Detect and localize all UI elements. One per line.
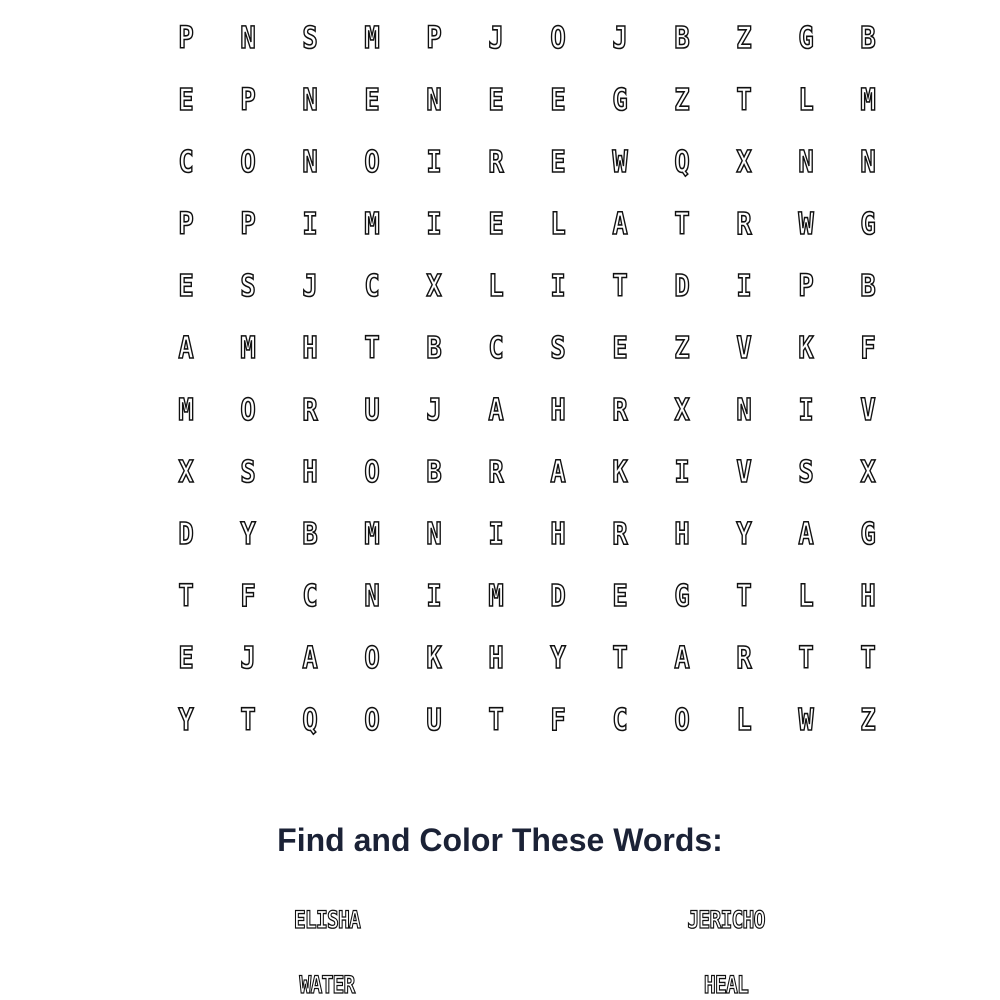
grid-letter: I <box>426 207 442 242</box>
grid-letter: A <box>302 641 318 676</box>
grid-letter: N <box>302 83 318 118</box>
grid-letter: Y <box>550 641 566 676</box>
grid-letter: M <box>860 83 876 118</box>
grid-letter: P <box>240 207 256 242</box>
grid-letter: B <box>860 21 876 56</box>
grid-letter: T <box>860 641 876 676</box>
grid-letter: K <box>426 641 442 676</box>
grid-letter: D <box>674 269 690 304</box>
grid-letter: S <box>240 269 256 304</box>
grid-letter: W <box>798 703 814 738</box>
grid-letter: N <box>426 83 442 118</box>
grid-letter: C <box>612 703 628 738</box>
grid-letter: B <box>674 21 690 56</box>
grid-letter: A <box>612 207 628 242</box>
grid-letter: R <box>488 145 504 180</box>
grid-letter: R <box>612 517 628 552</box>
grid-letter: I <box>488 517 504 552</box>
grid-letter: N <box>302 145 318 180</box>
grid-letter: D <box>178 517 194 552</box>
grid-letter: S <box>302 21 318 56</box>
grid-letter: O <box>550 21 566 56</box>
grid-letter: I <box>302 207 318 242</box>
word-bank-item: ELISHA <box>293 906 361 934</box>
grid-letter: T <box>674 207 690 242</box>
grid-letter: O <box>240 393 256 428</box>
grid-letter: R <box>612 393 628 428</box>
grid-letter: V <box>736 455 752 490</box>
grid-letter: L <box>798 579 814 614</box>
grid-letter: E <box>178 641 194 676</box>
grid-letter: E <box>488 207 504 242</box>
grid-letter: J <box>426 393 442 428</box>
grid-letter: A <box>674 641 690 676</box>
grid-letter: X <box>860 455 876 490</box>
grid-letter: L <box>736 703 752 738</box>
grid-letter: K <box>798 331 814 366</box>
grid-letter: X <box>178 455 194 490</box>
grid-letter: R <box>736 207 752 242</box>
grid-letter: T <box>612 269 628 304</box>
grid-letter: I <box>550 269 566 304</box>
grid-letter: I <box>798 393 814 428</box>
grid-letter: P <box>798 269 814 304</box>
grid-letter: Y <box>178 703 194 738</box>
grid-letter: Q <box>302 703 318 738</box>
grid-letter: J <box>240 641 256 676</box>
grid-letter: I <box>736 269 752 304</box>
grid-letter: E <box>178 83 194 118</box>
grid-letter: T <box>488 703 504 738</box>
word-bank-item: HEAL <box>703 971 749 999</box>
grid-letter: G <box>798 21 814 56</box>
grid-letter: R <box>488 455 504 490</box>
grid-letter: M <box>364 517 380 552</box>
grid-letter: T <box>736 579 752 614</box>
grid-letter: M <box>488 579 504 614</box>
grid-letter: V <box>860 393 876 428</box>
grid-letter: F <box>860 331 876 366</box>
grid-letter: B <box>426 331 442 366</box>
grid-letter: Z <box>860 703 876 738</box>
grid-letter: E <box>612 331 628 366</box>
grid-letter: T <box>178 579 194 614</box>
grid-letter: Z <box>674 83 690 118</box>
grid-letter: H <box>302 331 318 366</box>
grid-letter: N <box>860 145 876 180</box>
grid-letter: A <box>798 517 814 552</box>
grid-letter: H <box>302 455 318 490</box>
grid-letter: L <box>488 269 504 304</box>
grid-letter: I <box>426 145 442 180</box>
grid-letter: E <box>488 83 504 118</box>
grid-letter: T <box>364 331 380 366</box>
grid-letter: V <box>736 331 752 366</box>
grid-letter: M <box>364 21 380 56</box>
grid-letter: H <box>860 579 876 614</box>
grid-letter: T <box>736 83 752 118</box>
grid-letter: T <box>798 641 814 676</box>
grid-letter: E <box>364 83 380 118</box>
grid-letter: C <box>302 579 318 614</box>
grid-letter: B <box>302 517 318 552</box>
grid-letter: U <box>426 703 442 738</box>
grid-letter: L <box>798 83 814 118</box>
grid-letter: Q <box>674 145 690 180</box>
grid-letter: C <box>488 331 504 366</box>
grid-letter: P <box>240 83 256 118</box>
grid-letter: A <box>488 393 504 428</box>
grid-letter: G <box>674 579 690 614</box>
grid-letter: O <box>364 145 380 180</box>
grid-letter: P <box>178 207 194 242</box>
grid-letter: E <box>612 579 628 614</box>
grid-letter: H <box>488 641 504 676</box>
grid-letter: N <box>364 579 380 614</box>
grid-letter: O <box>674 703 690 738</box>
grid-letter: N <box>240 21 256 56</box>
grid-letter: M <box>364 207 380 242</box>
grid-letter: W <box>612 145 628 180</box>
grid-letter: M <box>178 393 194 428</box>
grid-letter: I <box>674 455 690 490</box>
grid-letter: Z <box>736 21 752 56</box>
grid-letter: P <box>426 21 442 56</box>
grid-letter: N <box>798 145 814 180</box>
grid-letter: B <box>426 455 442 490</box>
word-bank <box>0 900 1000 1000</box>
grid-letter: J <box>302 269 318 304</box>
grid-letter: L <box>550 207 566 242</box>
grid-letter: E <box>550 145 566 180</box>
grid-letter: O <box>364 455 380 490</box>
grid-letter: O <box>364 703 380 738</box>
grid-letter: P <box>178 21 194 56</box>
grid-letter: F <box>550 703 566 738</box>
grid-letter: M <box>240 331 256 366</box>
grid-letter: B <box>860 269 876 304</box>
grid-letter: T <box>612 641 628 676</box>
grid-letter: D <box>550 579 566 614</box>
grid-letter: Y <box>240 517 256 552</box>
grid-letter: E <box>178 269 194 304</box>
grid-letter: Y <box>736 517 752 552</box>
grid-letter: C <box>364 269 380 304</box>
grid-letter: S <box>550 331 566 366</box>
grid-letter: J <box>488 21 504 56</box>
grid-letter: G <box>860 207 876 242</box>
grid-letter: X <box>674 393 690 428</box>
grid-letter: X <box>426 269 442 304</box>
grid-letter: E <box>550 83 566 118</box>
grid-letter: K <box>612 455 628 490</box>
grid-letter: A <box>178 331 194 366</box>
grid-letter: J <box>612 21 628 56</box>
grid-letter: S <box>798 455 814 490</box>
grid-letter: R <box>736 641 752 676</box>
grid-letter: H <box>550 393 566 428</box>
grid-letter: C <box>178 145 194 180</box>
word-bank-item: JERICHO <box>687 906 765 934</box>
word-bank-item: WATER <box>299 971 355 999</box>
grid-letter: N <box>736 393 752 428</box>
grid-letter: G <box>860 517 876 552</box>
word-search-grid <box>155 8 899 752</box>
grid-letter: Z <box>674 331 690 366</box>
grid-letter: A <box>550 455 566 490</box>
word-bank-title: Find and Color These Words: <box>277 822 723 858</box>
grid-letter: U <box>364 393 380 428</box>
grid-letter: N <box>426 517 442 552</box>
grid-letter: R <box>302 393 318 428</box>
grid-letter: O <box>240 145 256 180</box>
grid-letter: X <box>736 145 752 180</box>
grid-letter: O <box>364 641 380 676</box>
grid-letter: T <box>240 703 256 738</box>
grid-letter: F <box>240 579 256 614</box>
grid-letter: H <box>550 517 566 552</box>
grid-letter: H <box>674 517 690 552</box>
grid-letter: W <box>798 207 814 242</box>
grid-letter: G <box>612 83 628 118</box>
grid-letter: I <box>426 579 442 614</box>
grid-letter: S <box>240 455 256 490</box>
